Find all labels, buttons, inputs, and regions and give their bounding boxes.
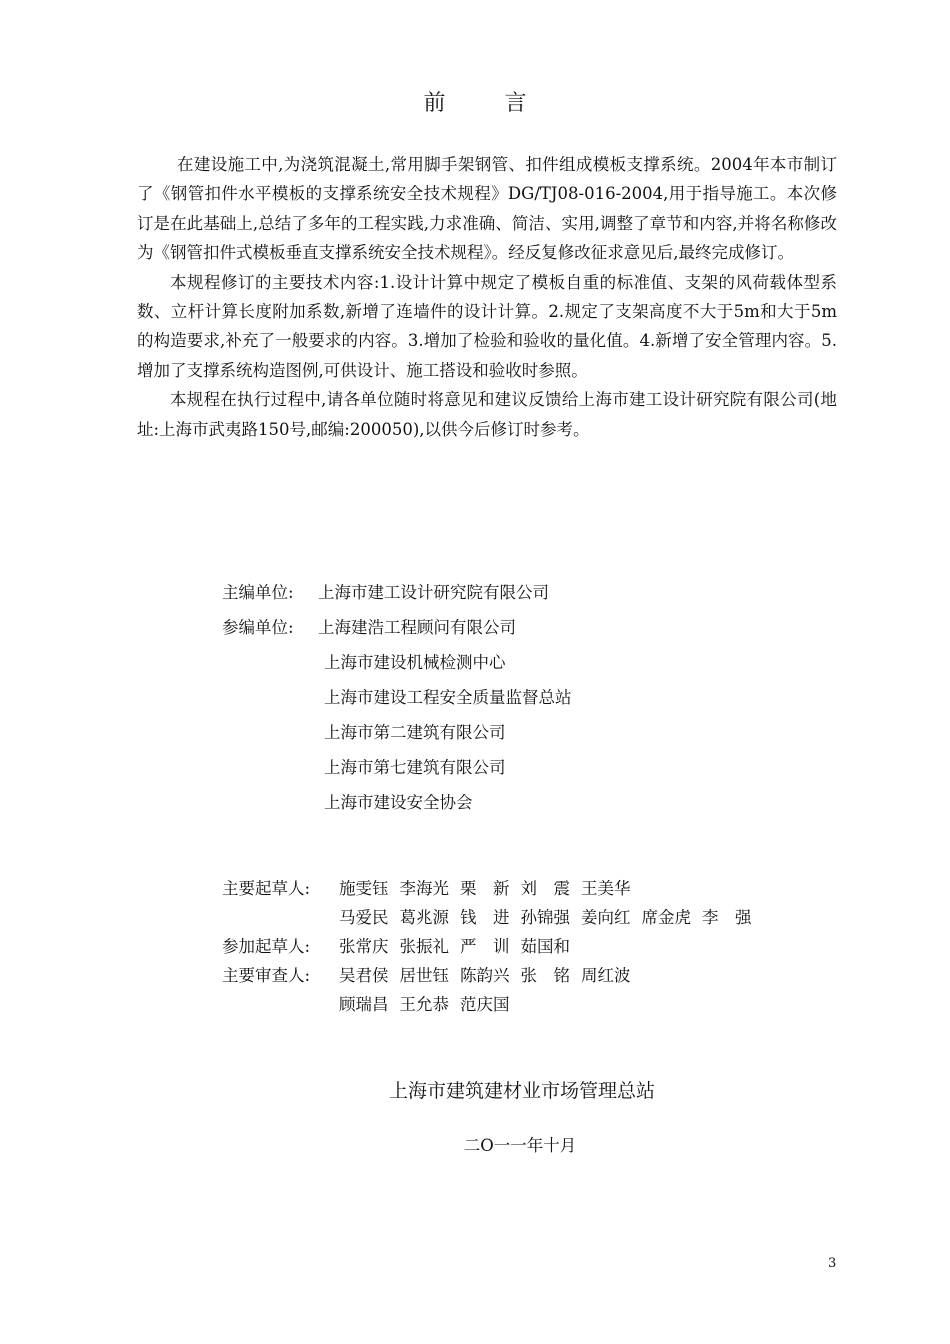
person-name: 吴君侯 — [339, 965, 389, 985]
person-name: 王允恭 — [399, 994, 449, 1014]
preface-body — [137, 150, 837, 444]
people-row — [222, 959, 763, 988]
page-title: 前 言 — [423, 91, 553, 116]
person-name: 孙锦强 — [520, 907, 570, 927]
main-reviewers-label: 主要审查人: — [222, 965, 311, 985]
participating-unit-row — [222, 713, 572, 748]
person-name: 居世钰 — [399, 965, 449, 985]
person-name: 张 铭 — [520, 965, 570, 985]
person-name: 张振礼 — [399, 936, 449, 956]
participating-unit-row — [222, 748, 572, 783]
person-name: 李 强 — [702, 907, 752, 927]
issue-date: 二O一一年十月 — [463, 1136, 577, 1155]
person-name: 张常庆 — [339, 936, 389, 956]
person-name: 席金虎 — [641, 907, 691, 927]
participating-unit-name: 上海市建设机械检测中心 — [324, 652, 506, 672]
person-name: 陈韵兴 — [460, 965, 510, 985]
person-name: 钱 进 — [460, 907, 510, 927]
person-name: 栗 新 — [460, 878, 510, 898]
units-section — [222, 573, 572, 818]
person-name: 李海光 — [399, 878, 449, 898]
person-name: 王美华 — [581, 878, 631, 898]
person-name: 马爱民 — [339, 907, 389, 927]
issuing-organization: 上海市建筑建材业市场管理总站 — [388, 1080, 655, 1102]
chief-unit-row — [222, 573, 572, 608]
person-name: 茹国和 — [520, 936, 570, 956]
participating-unit-name: 上海建浩工程顾问有限公司 — [318, 617, 516, 637]
participating-unit-row — [222, 608, 572, 643]
people-row — [222, 930, 763, 959]
person-list — [339, 904, 763, 928]
person-list — [339, 962, 642, 986]
person-list — [339, 933, 581, 957]
person-name: 范庆国 — [460, 994, 510, 1014]
main-drafters-label: 主要起草人: — [222, 878, 311, 898]
participating-unit-name: 上海市第二建筑有限公司 — [324, 722, 506, 742]
participating-unit-row — [222, 678, 572, 713]
participating-unit-name: 上海市第七建筑有限公司 — [324, 757, 506, 777]
chief-unit-name: 上海市建工设计研究院有限公司 — [318, 582, 549, 602]
person-name: 施雯钰 — [339, 878, 389, 898]
page-number: 3 — [828, 1256, 837, 1271]
participating-unit-row — [222, 643, 572, 678]
participating-unit-name: 上海市建设安全协会 — [324, 792, 473, 812]
person-name: 姜向红 — [581, 907, 631, 927]
participating-unit-row — [222, 783, 572, 818]
participating-drafters-label: 参加起草人: — [222, 936, 311, 956]
drafters-section — [222, 872, 763, 1017]
person-name: 严 训 — [460, 936, 510, 956]
person-name: 顾瑞昌 — [339, 994, 389, 1014]
preface-paragraph-1: 在建设施工中,为浇筑混凝土,常用脚手架钢管、扣件组成模板支撑系统。2004年本市制订了《钢管扣件水平模板的支撑系统安全技术规程》DG/TJ08-016-2004,用于指导施工。本次修订是在此基础上,总结了多年的工程实践,力求准确、简洁、实用,调整了章节和内容,并将名称修改为《钢管扣件式模板垂直支撑系统安全技术规程》。经反复修改征求意见后,最终完成修订。 — [137, 155, 837, 263]
person-name: 刘 震 — [520, 878, 570, 898]
people-row — [222, 988, 763, 1017]
participating-unit-label: 参编单位: — [222, 617, 294, 637]
person-name: 周红波 — [581, 965, 631, 985]
preface-paragraph-3: 本规程在执行过程中,请各单位随时将意见和建议反馈给上海市建工设计研究院有限公司(地址:上海市武夷路150号,邮编:200050),以供今后修订时参考。 — [137, 390, 837, 439]
people-row — [222, 901, 763, 930]
participating-unit-name: 上海市建设工程安全质量监督总站 — [324, 687, 572, 707]
person-list — [339, 991, 521, 1015]
person-list — [339, 875, 642, 899]
preface-paragraph-2: 本规程修订的主要技术内容:1.设计计算中规定了模板自重的标准值、支架的风荷载体型系数、立杆计算长度附加系数,新增了连墙件的设计计算。2.规定了支架高度不大于5m和大于5m的构造要求,补充了一般要求的内容。3.增加了检验和验收的量化值。4.新增了安全管理内容。5.增加了支撑系统构造图例,可供设计、施工搭设和验收时参照。 — [137, 272, 837, 380]
chief-unit-label: 主编单位: — [222, 582, 294, 602]
people-row — [222, 872, 763, 901]
person-name: 葛兆源 — [399, 907, 449, 927]
